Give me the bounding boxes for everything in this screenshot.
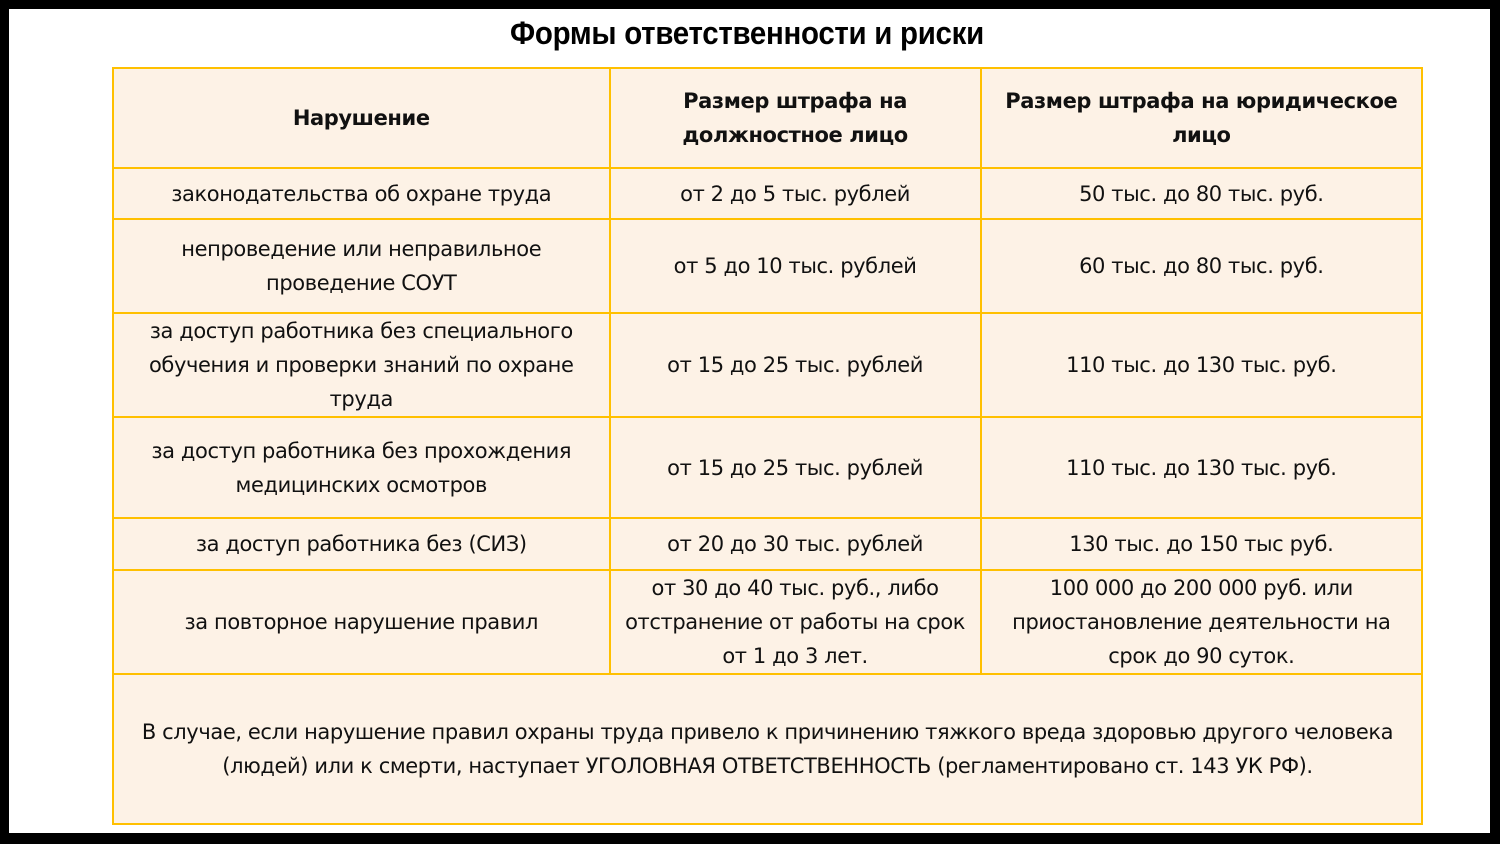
cell-violation: за доступ работника без прохождения медицинских осмотров — [113, 417, 610, 518]
cell-official-fine: от 30 до 40 тыс. руб., либо отстранение от работы на срок от 1 до 3 лет. — [610, 570, 981, 674]
cell-violation: за доступ работника без (СИЗ) — [113, 518, 610, 570]
cell-legal-entity-fine: 60 тыс. до 80 тыс. руб. — [981, 219, 1422, 313]
table-header-row — [113, 68, 1422, 168]
cell-violation: за доступ работника без специального обучения и проверки знаний по охране труда — [113, 313, 610, 417]
fines-table — [112, 67, 1423, 825]
header-violation: Нарушение — [113, 68, 610, 168]
slide — [9, 9, 1490, 833]
header-official-fine: Размер штрафа на должностное лицо — [610, 68, 981, 168]
cell-violation: законодательства об охране труда — [113, 168, 610, 219]
table-row — [113, 518, 1422, 570]
cell-official-fine: от 5 до 10 тыс. рублей — [610, 219, 981, 313]
table-row — [113, 168, 1422, 219]
cell-official-fine: от 2 до 5 тыс. рублей — [610, 168, 981, 219]
table-row — [113, 570, 1422, 674]
table-note-row — [113, 674, 1422, 824]
cell-official-fine: от 20 до 30 тыс. рублей — [610, 518, 981, 570]
cell-legal-entity-fine: 110 тыс. до 130 тыс. руб. — [981, 417, 1422, 518]
table-row — [113, 313, 1422, 417]
cell-legal-entity-fine: 100 000 до 200 000 руб. или приостановление деятельности на срок до 90 суток. — [981, 570, 1422, 674]
cell-legal-entity-fine: 130 тыс. до 150 тыс руб. — [981, 518, 1422, 570]
table-row — [113, 417, 1422, 518]
table-row — [113, 219, 1422, 313]
header-legal-entity-fine: Размер штрафа на юридическое лицо — [981, 68, 1422, 168]
cell-violation: непроведение или неправильное проведение СОУТ — [113, 219, 610, 313]
slide-title: Формы ответственности и риски — [510, 15, 984, 51]
cell-official-fine: от 15 до 25 тыс. рублей — [610, 313, 981, 417]
criminal-liability-note: В случае, если нарушение правил охраны труда привело к причинению тяжкого вреда здоровью другого человека (людей) или к смерти, наступает УГОЛОВНАЯ ОТВЕТСТВЕННОСТЬ (регламентировано ст. 143 УК РФ). — [113, 674, 1422, 824]
cell-legal-entity-fine: 50 тыс. до 80 тыс. руб. — [981, 168, 1422, 219]
cell-violation: за повторное нарушение правил — [113, 570, 610, 674]
cell-official-fine: от 15 до 25 тыс. рублей — [610, 417, 981, 518]
cell-legal-entity-fine: 110 тыс. до 130 тыс. руб. — [981, 313, 1422, 417]
